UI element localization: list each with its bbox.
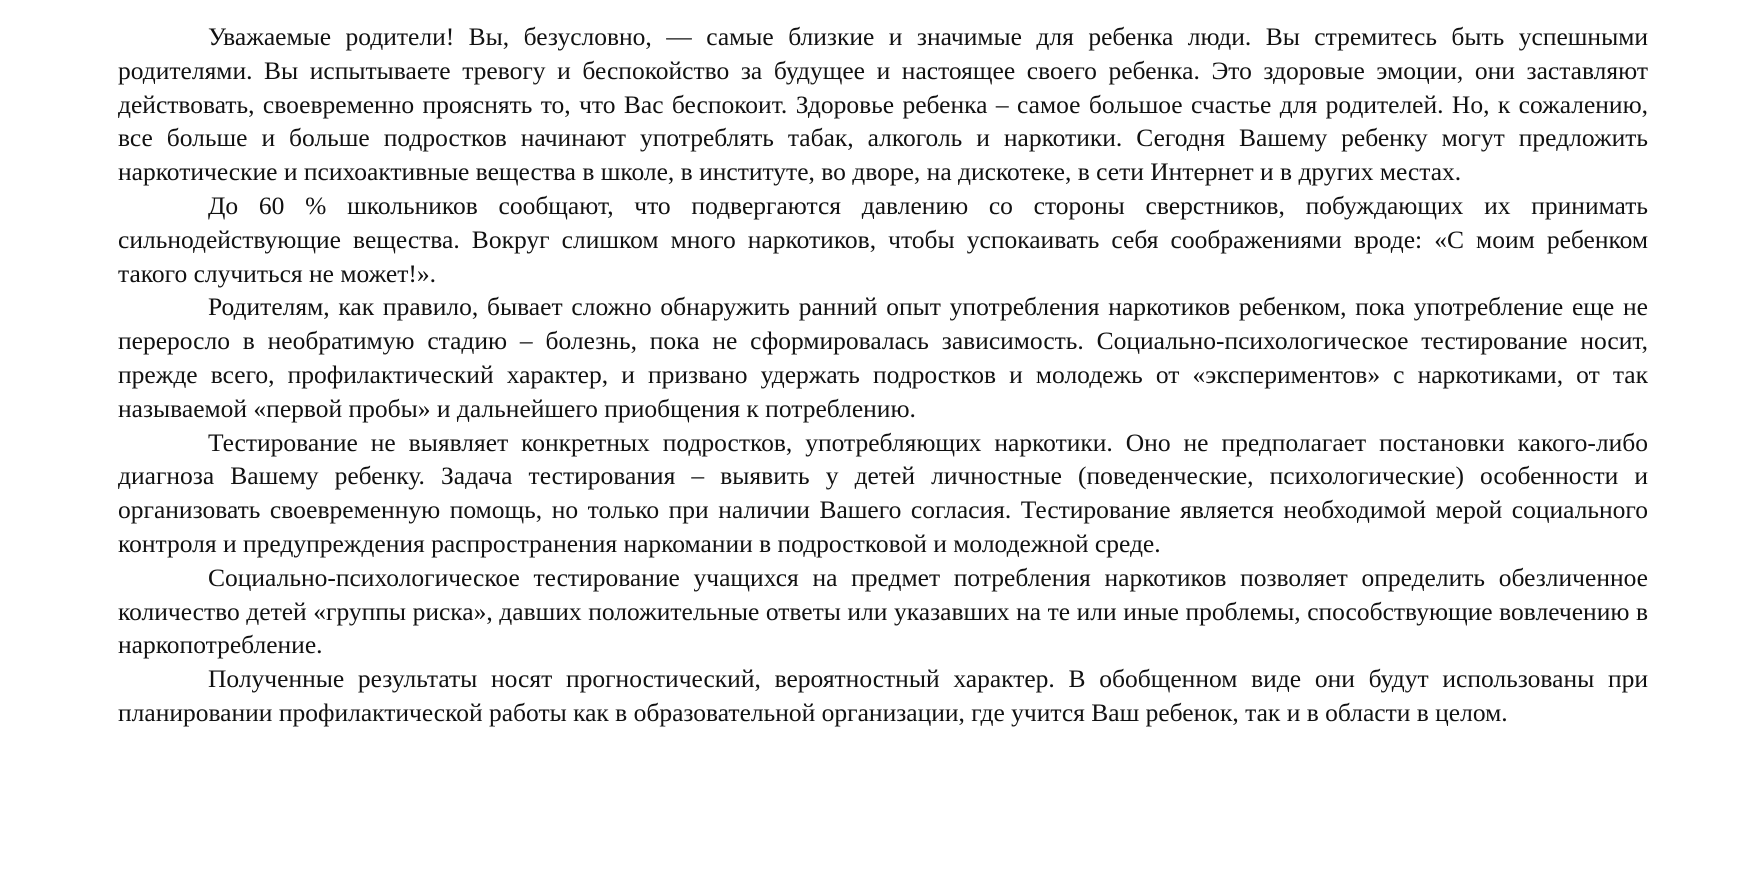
paragraph-testing-purpose: Тестирование не выявляет конкретных подростков, употребляющих наркотики. Оно не предполагает постановки какого-либо диагноза Вашему ребенку. Задача тестирования – выявить у детей личностные (поведенческие, психологические) особенности и организовать своевременную помощь, но только при наличии Вашего согласия. Тестирование является необходимой мерой социального контроля и предупреждения распространения наркомании в подростковой и молодежной среде. xyxy=(118,427,1648,558)
paragraph-peer-pressure: До 60 % школьников сообщают, что подвергаются давлению со стороны сверстников, побуждающих их принимать сильнодействующие вещества. Вокруг слишком много наркотиков, чтобы успокаивать себя соображениями вроде: «С моим ребенком такого случиться не может!». xyxy=(118,190,1648,288)
paragraph-risk-group: Социально-психологическое тестирование учащихся на предмет потребления наркотиков позволяет определить обезличенное количество детей «группы риска», давших положительные ответы или указавших на те или иные проблемы, способствующие вовлечению в наркопотребление. xyxy=(118,562,1648,660)
paragraph-greeting: Уважаемые родители! Вы, безусловно, — самые близкие и значимые для ребенка люди. Вы стремитесь быть успешными родителями. Вы испытываете тревогу и беспокойство за будущее и настоящее своего ребенка. Это здоровые эмоции, они заставляют действовать, своевременно прояснять то, что Вас беспокоит. Здоровье ребенка – самое большое счастье для родителей. Но, к сожалению, все больше и больше подростков начинают употреблять табак, алкоголь и наркотики. Сегодня Вашему ребенку могут предложить наркотические и психоактивные вещества в школе, в институте, во дворе, на дискотеке, в сети Интернет и в других местах. xyxy=(118,22,1648,187)
paragraph-results: Полученные результаты носят прогностический, вероятностный характер. В обобщенном виде они будут использованы при планировании профилактической работы как в образовательной организации, где учится Ваш ребенок, так и в области в целом. xyxy=(118,664,1648,727)
document-body xyxy=(118,20,1648,730)
paragraph-early-detection: Родителям, как правило, бывает сложно обнаружить ранний опыт употребления наркотиков ребенком, пока употребление еще не переросло в необратимую стадию – болезнь, пока не сформировалась зависимость. Социально-психологическое тестирование носит, прежде всего, профилактический характер, и призвано удержать подростков и молодежь от «экспериментов» с наркотиками, от так называемой «первой пробы» и дальнейшего приобщения к потреблению. xyxy=(118,292,1648,423)
